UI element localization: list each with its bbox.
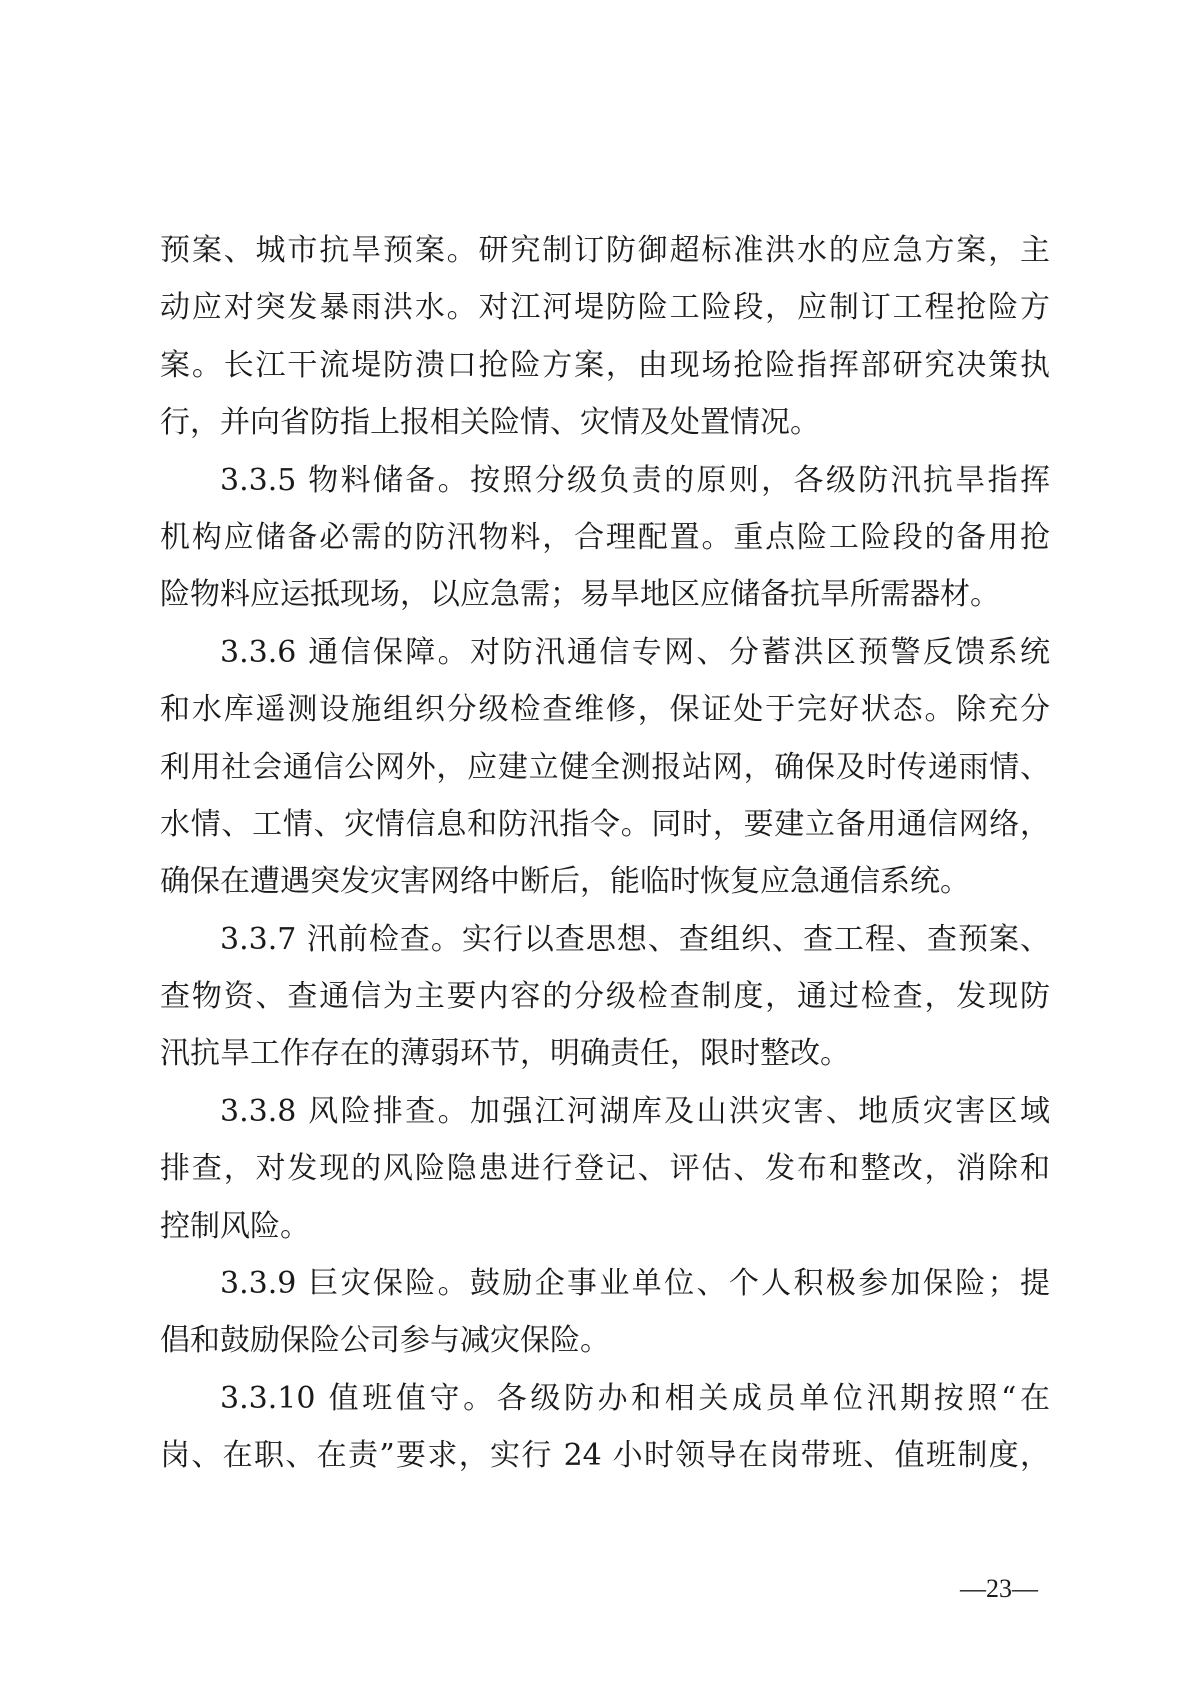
text-line: 岗、在职、在责”要求，实行 24 小时领导在岗带班、值班制度， xyxy=(160,1438,1050,1474)
text-line: 案。长江干流堤防溃口抢险方案，由现场抢险指挥部研究决策执 xyxy=(160,347,1050,383)
text-line: 查物资、查通信为主要内容的分级检查制度，通过检查，发现防 xyxy=(160,979,1050,1015)
text-line: 倡和鼓励保险公司参与减灾保险。 xyxy=(160,1323,610,1359)
text-line: 和水库遥测设施组织分级检查维修，保证处于完好状态。除充分 xyxy=(160,692,1050,728)
body-text xyxy=(160,222,1050,1485)
text-line: 机构应储备必需的防汛物料，合理配置。重点险工险段的备用抢 xyxy=(160,519,1050,555)
text-line: 3.3.10 值班值守。各级防办和相关成员单位汛期按照“在 xyxy=(220,1380,1050,1416)
text-line: 排查，对发现的风险隐患进行登记、评估、发布和整改，消除和 xyxy=(160,1151,1050,1187)
text-line: 汛抗旱工作存在的薄弱环节，明确责任，限时整改。 xyxy=(160,1036,850,1072)
text-line: 水情、工情、灾情信息和防汛指令。同时，要建立备用通信网络， xyxy=(160,806,1050,842)
text-line: 3.3.9 巨灾保险。鼓励企事业单位、个人积极参加保险；提 xyxy=(220,1266,1050,1302)
text-line: 利用社会通信公网外，应建立健全测报站网，确保及时传递雨情、 xyxy=(160,749,1050,785)
text-line: 3.3.5 物料储备。按照分级负责的原则，各级防汛抗旱指挥 xyxy=(220,462,1050,498)
text-line: 3.3.8 风险排查。加强江河湖库及山洪灾害、地质灾害区域 xyxy=(220,1093,1050,1129)
text-line: 确保在遭遇突发灾害网络中断后，能临时恢复应急通信系统。 xyxy=(160,864,970,900)
text-line: 动应对突发暴雨洪水。对江河堤防险工险段，应制订工程抢险方 xyxy=(160,290,1050,326)
text-line: 控制风险。 xyxy=(160,1208,310,1244)
text-line: 险物料应运抵现场，以应急需；易旱地区应储备抗旱所需器材。 xyxy=(160,577,1000,613)
text-line: 预案、城市抗旱预案。研究制订防御超标准洪水的应急方案，主 xyxy=(160,233,1050,268)
text-line: 3.3.6 通信保障。对防汛通信专网、分蓄洪区预警反馈系统 xyxy=(220,634,1050,670)
text-line: 行，并向省防指上报相关险情、灾情及处置情况。 xyxy=(160,405,820,441)
text-line: 3.3.7 汛前检查。实行以查思想、查组织、查工程、查预案、 xyxy=(220,921,1050,957)
page-number: —23— xyxy=(960,1574,1038,1603)
